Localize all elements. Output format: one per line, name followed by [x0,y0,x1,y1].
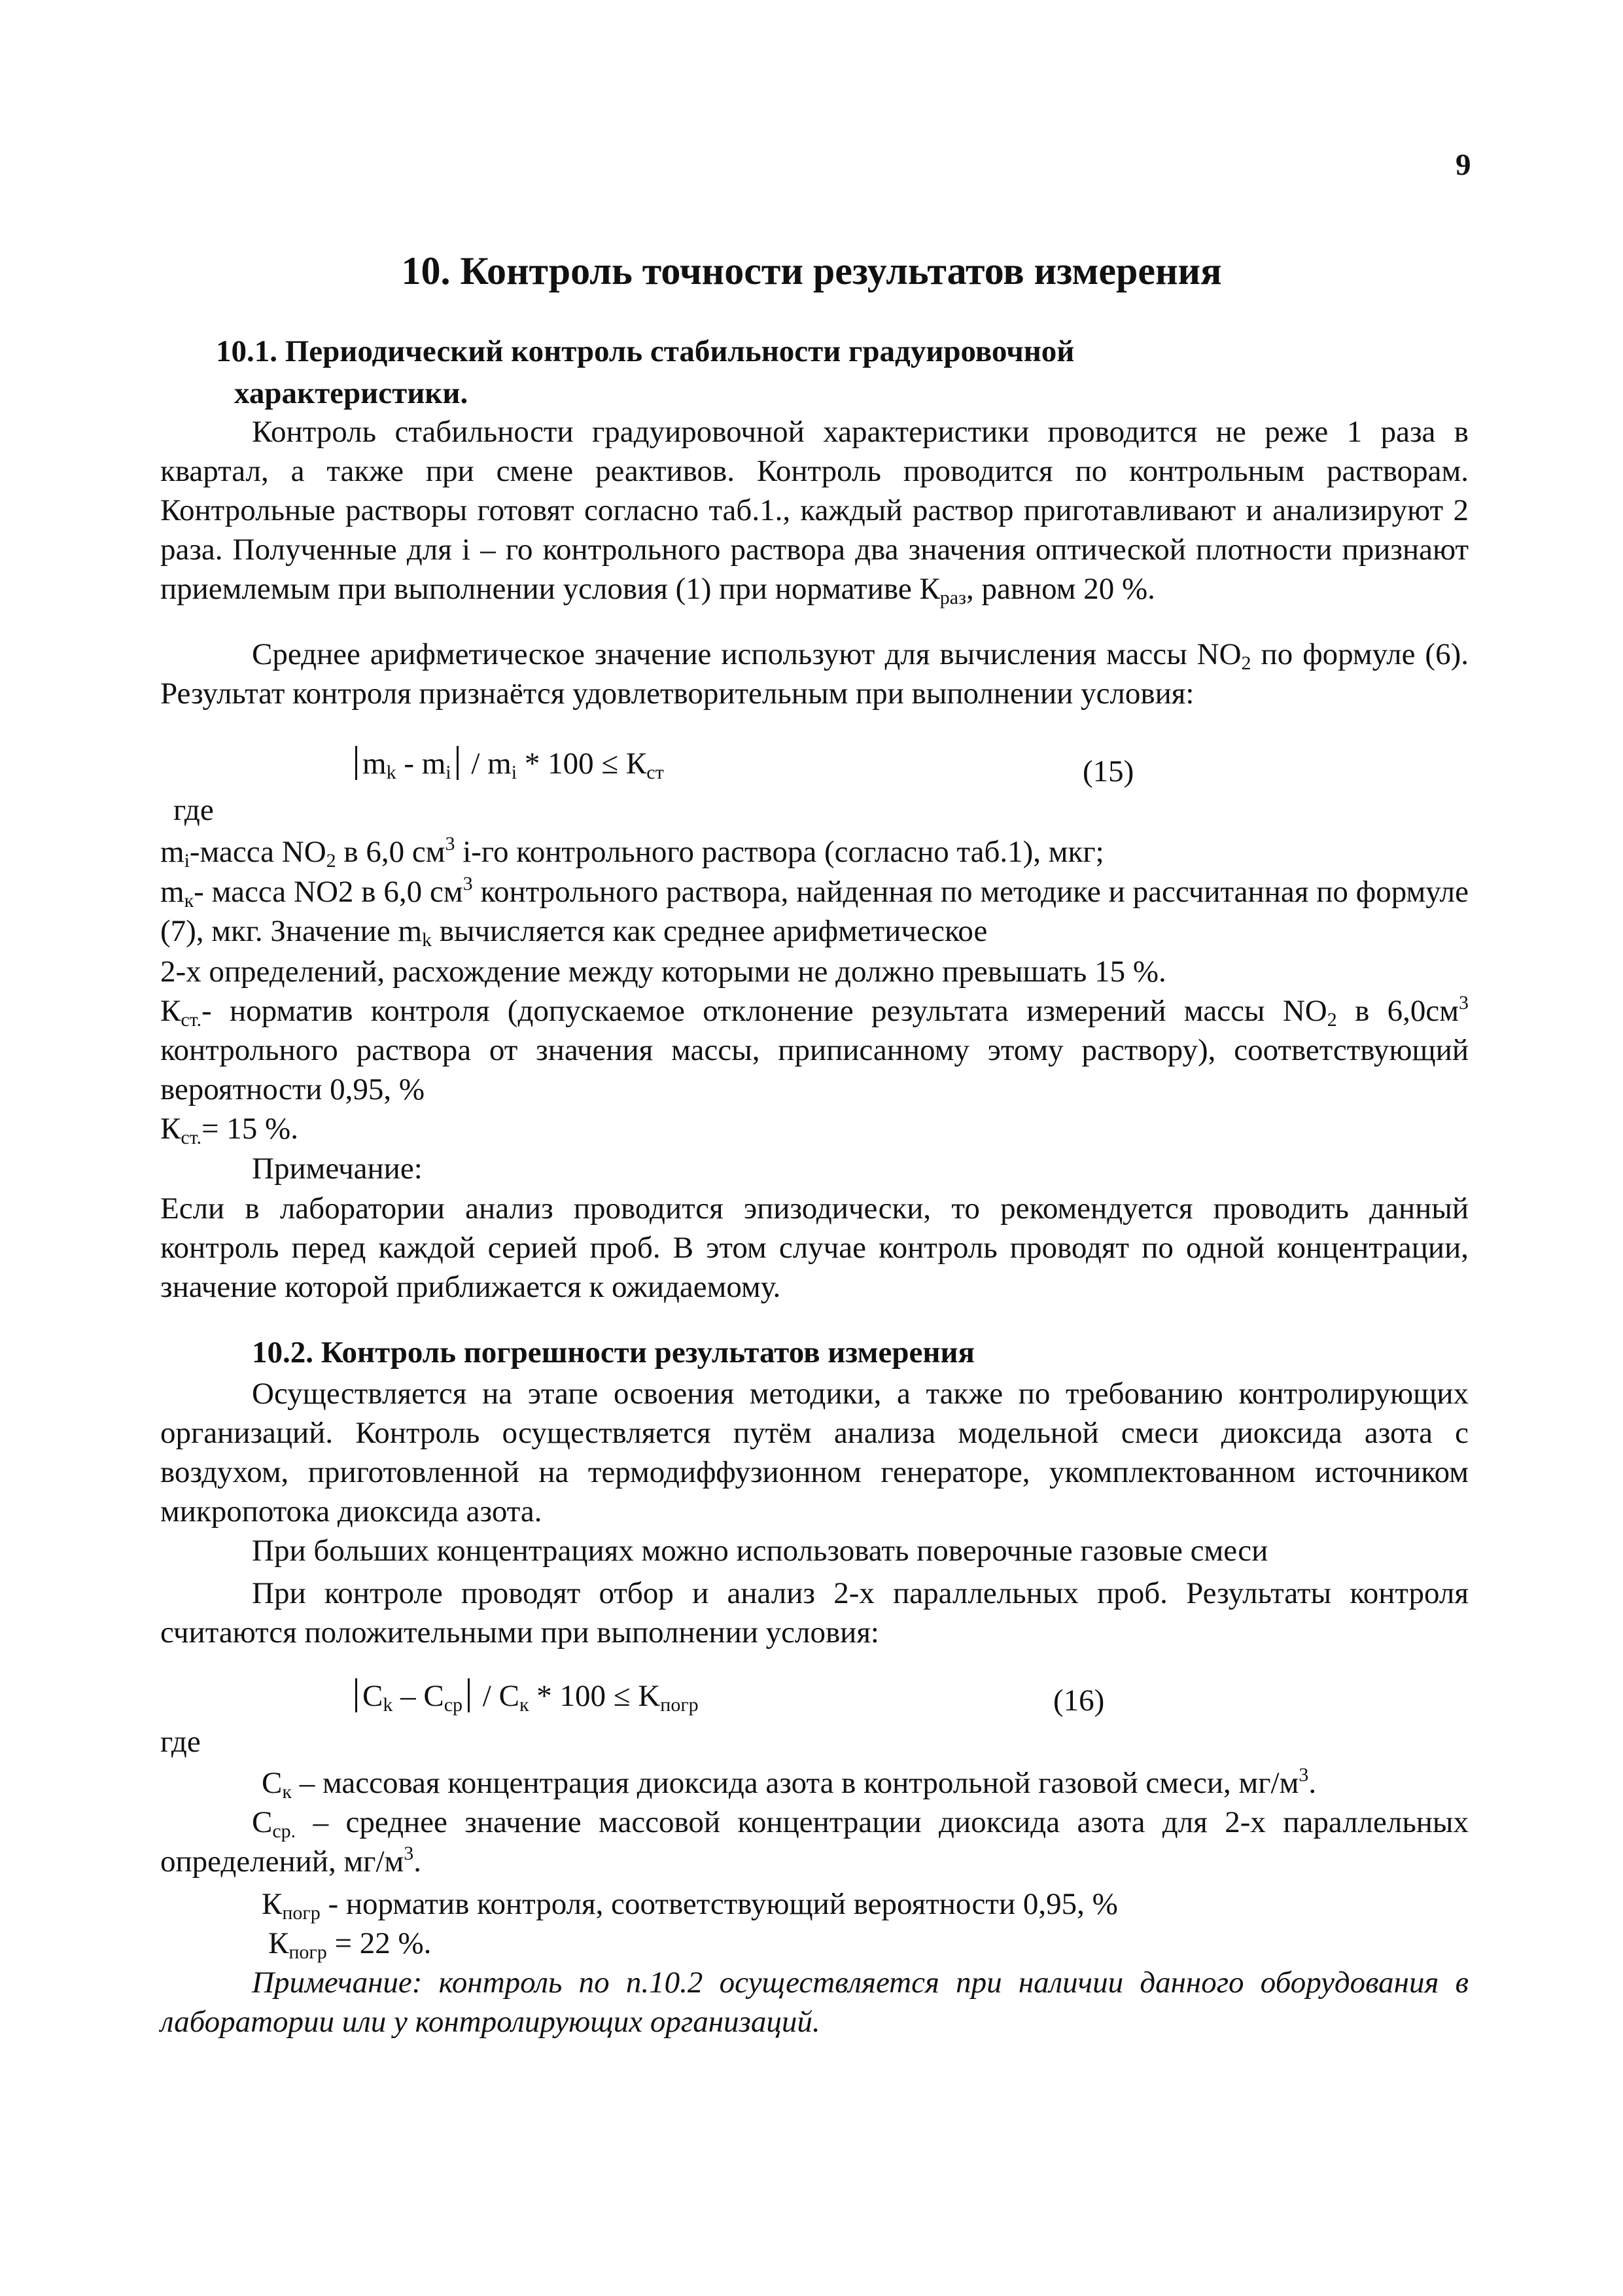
paragraph-stability: Контроль стабильности градуировочной характеристики проводится не реже 1 раза в квартал, а также при смене реактивов. Контроль проводится по контрольным растворам. Контрольные растворы готовят согласно таб.1., каждый раствор приготавливают и анализируют 2 раза. Полученные для i – го контрольного раствора два значения оптической плотности признают приемлемым при выполнении условия (1) при нормативе $К_{раз}$, равном 20 %. [160,415,1469,609]
abs-bar-right [468,1678,470,1712]
kpogr-value: $К_{погр} = 22$ %. [268,1926,432,1963]
kst-value: $К_{ст.}= 15$ %. [160,1112,298,1148]
paragraph-error-control: Осуществляется на этапе освоения методики, а также по требованию контролирующих организаций. Контроль осуществляется путём анализа модельной смеси диоксида азота с воздухом, приготовленной на термодиффузионном генераторе, укомплектованном источником микропотока диоксида азота. [160,1377,1469,1528]
abs-bar-right [457,746,459,780]
subsection-10-1-heading-cont: характеристики. [234,376,468,410]
section-title: 10. Контроль точности результатов измерения [401,249,1222,292]
definition-ccp: $С_{ср.}$ – среднее значение массовой концентрации диоксида азота для 2-х параллельных определений, $мг/м^3$. [160,1805,1469,1879]
formula-16: $C_k - C_{cp} / C_к * 100 \le K_{погр}$ [350,1678,699,1714]
definition-ck: $С_к$ – массовая концентрация диоксида азота в контрольной газовой смеси, $мг/м^3$. [262,1764,1317,1803]
subsection-10-1-heading [216,334,1074,369]
note-10-2: Примечание: контроль по п.10.2 осуществляется при наличии данного оборудования в лаборатории или у контролирующих организаций. [160,1966,1469,2039]
definition-mk: $m_к-$ масса NO2 в 6,0 $см^3$ контрольного раствора, найденная по методике и рассчитанная по формуле (7), мкг. Значение $m_k$ вычисляется как среднее арифметическое [160,873,1469,951]
definition-kpogr: $К_{погр}$ - норматив контроля, соответствующий вероятности 0,95, % [262,1887,1118,1924]
paragraph-mean: Среднее арифметическое значение используют для вычисления массы $NO_2$ по формуле (6). Результат контроля признаётся удовлетворительным при выполнении условия: [160,637,1469,711]
subsection-10-2-heading: 10.2. Контроль погрешности результатов измерения [252,1335,975,1369]
definition-kst: $К_{ст.}-$ норматив контроля (допускаемое отклонение результата измерений массы $NO_2$ в $6,0см^3$ контрольного раствора от значения массы, приписанному этому раствору), соответствующий вероятности 0,95, % [160,992,1469,1106]
formula-15: $m_k - m_i / m_i * 100 \le К_{ст}$ [350,746,664,781]
definition-mk-cont: 2-х определений, расхождение между которыми не должно превышать 15 %. [160,955,1166,989]
where-label-16: где [160,1725,201,1759]
abs-bar-left [355,746,357,780]
formula-15-number: (15) [1083,754,1134,788]
paragraph-gas-mixtures: При больших концентрациях можно использовать поверочные газовые смеси [252,1534,1268,1568]
note-label: Примечание: [252,1152,423,1186]
page-number: 9 [1456,148,1471,182]
paragraph-parallel-samples: При контроле проводят отбор и анализ 2-х параллельных проб. Результаты контроля считаются положительными при выполнении условия: [160,1576,1469,1650]
definition-mi: $m_i$-масса $NO_2$ в 6,0 $см^3$ i-го контрольного раствора (согласно таб.1), мкг; [160,833,1104,872]
where-label-15: где [173,793,214,827]
formula-16-number: (16) [1053,1684,1105,1718]
note-text: Если в лаборатории анализ проводится эпизодически, то рекомендуется проводить данный контроль перед каждой серией проб. В этом случае контроль проводят по одной концентрации, значение которой приближается к ожидаемому. [160,1192,1469,1304]
abs-bar-left [355,1678,357,1712]
heading-line-1: 10.1. Периодический контроль стабильности градуировочной [216,334,1075,368]
